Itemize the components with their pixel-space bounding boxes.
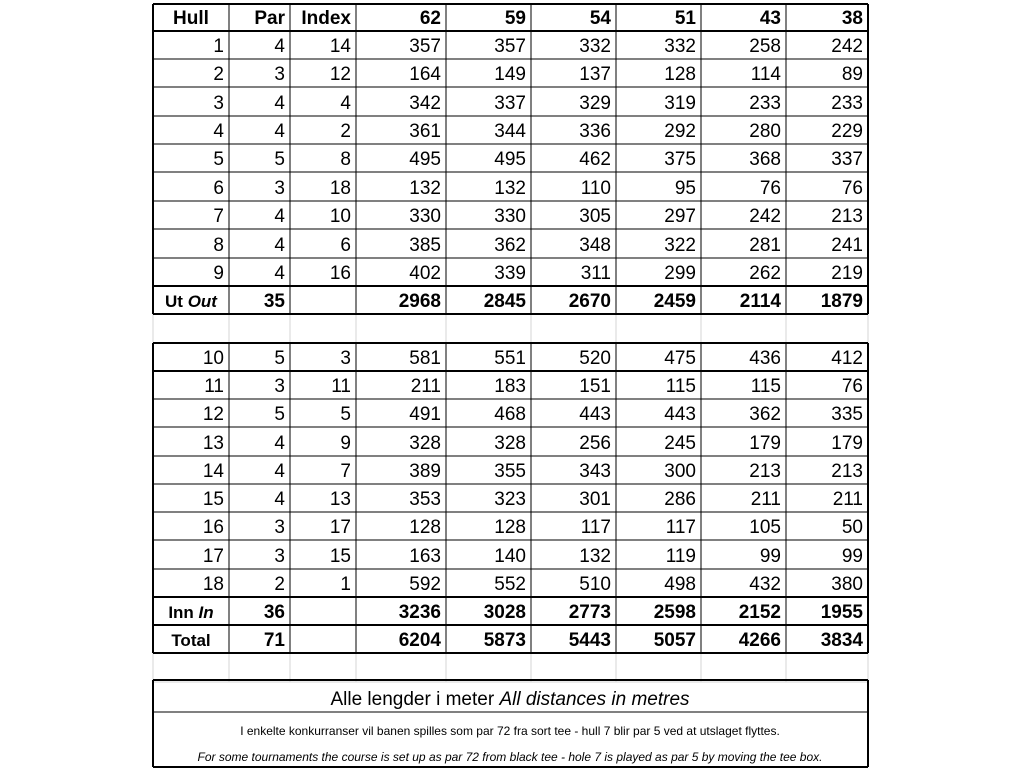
- distance-value: 300: [664, 461, 696, 482]
- note-norwegian: I enkelte konkurranser vil banen spilles som par 72 fra sort tee - hull 7 blir par 5 ved at utslaget flyttes.: [240, 724, 780, 738]
- distance-value: 322: [664, 235, 696, 256]
- grand-total-value: 5873: [483, 630, 526, 651]
- hole-number: 5: [213, 149, 224, 170]
- index-value: 4: [340, 93, 351, 114]
- grand-total-value: 4266: [738, 630, 781, 651]
- index-value: 17: [329, 517, 351, 538]
- distance-value: 432: [749, 574, 781, 595]
- table-cells: [165, 8, 863, 651]
- in-total-label-en: In: [198, 603, 214, 622]
- distance-value: 132: [494, 178, 526, 199]
- out-total-value: 35: [263, 291, 285, 312]
- distance-value: 281: [749, 235, 781, 256]
- distance-value: 128: [664, 64, 696, 85]
- distance-value: 402: [409, 263, 441, 284]
- distance-value: 368: [749, 149, 781, 170]
- distance-value: 337: [831, 149, 863, 170]
- par-value: 4: [274, 121, 285, 142]
- distance-value: 443: [579, 404, 611, 425]
- distance-value: 233: [831, 93, 863, 114]
- out-total-value: 2459: [653, 291, 696, 312]
- distance-value: 286: [664, 489, 696, 510]
- hole-number: 15: [202, 489, 224, 510]
- distance-value: 292: [664, 121, 696, 142]
- header-par: Par: [254, 8, 285, 29]
- in-total-value: 2773: [568, 602, 611, 623]
- par-value: 3: [274, 64, 285, 85]
- header-59: 59: [504, 8, 526, 29]
- index-value: 11: [331, 376, 351, 397]
- distance-value: 128: [409, 517, 441, 538]
- par-value: 4: [274, 489, 285, 510]
- distance-value: 132: [579, 546, 611, 567]
- note-title-no: Alle lengder i meter: [330, 689, 495, 710]
- header-51: 51: [674, 8, 696, 29]
- distance-value: 353: [409, 489, 441, 510]
- distance-value: 510: [579, 574, 611, 595]
- distance-value: 110: [580, 178, 611, 199]
- par-value: 2: [274, 574, 285, 595]
- distance-value: 211: [832, 489, 863, 510]
- distance-value: 256: [579, 433, 611, 454]
- index-value: 6: [340, 235, 351, 256]
- distance-value: 389: [409, 461, 441, 482]
- hole-number: 8: [213, 235, 224, 256]
- distance-value: 233: [749, 93, 781, 114]
- out-total-value: 2670: [568, 291, 611, 312]
- header-38: 38: [841, 8, 863, 29]
- index-value: 2: [340, 121, 351, 142]
- in-total-value: 36: [263, 602, 285, 623]
- hole-number: 7: [213, 206, 224, 227]
- hole-number: 14: [202, 461, 224, 482]
- index-value: 15: [329, 546, 351, 567]
- par-value: 4: [274, 235, 285, 256]
- out-total-value: 2845: [483, 291, 526, 312]
- distance-value: 355: [494, 461, 526, 482]
- note-english: For some tournaments the course is set up as par 72 from black tee - hole 7 is played as par 5 by moving the tee box.: [197, 750, 823, 764]
- distance-value: 99: [841, 546, 863, 567]
- distance-value: 330: [409, 206, 441, 227]
- hole-number: 9: [213, 263, 224, 284]
- header-62: 62: [419, 8, 441, 29]
- distance-value: 115: [750, 376, 781, 397]
- in-total-value: 2598: [653, 602, 696, 623]
- distance-value: 76: [841, 376, 863, 397]
- distance-value: 520: [579, 348, 611, 369]
- distance-value: 115: [665, 376, 696, 397]
- index-value: 5: [340, 404, 351, 425]
- distance-value: 245: [664, 433, 696, 454]
- hole-number: 11: [204, 376, 224, 397]
- distance-value: 495: [409, 149, 441, 170]
- hole-number: 4: [213, 121, 224, 142]
- note-title-en: All distances in metres: [499, 689, 690, 710]
- distance-value: 412: [831, 348, 863, 369]
- index-value: 16: [329, 263, 351, 284]
- distance-value: 140: [494, 546, 526, 567]
- in-total-value: 1955: [820, 602, 863, 623]
- distance-value: 241: [831, 235, 863, 256]
- distance-value: 99: [759, 546, 781, 567]
- distance-value: 219: [831, 263, 863, 284]
- index-value: 18: [329, 178, 351, 199]
- distance-value: 89: [841, 64, 863, 85]
- index-value: 14: [329, 36, 351, 57]
- hole-number: 6: [213, 178, 224, 199]
- distance-value: 468: [494, 404, 526, 425]
- out-total-label: [165, 292, 218, 311]
- hole-number: 3: [213, 93, 224, 114]
- distance-value: 183: [494, 376, 526, 397]
- index-value: 12: [329, 64, 351, 85]
- distance-value: 592: [409, 574, 441, 595]
- distance-value: 76: [759, 178, 781, 199]
- in-total-value: 2152: [738, 602, 781, 623]
- par-value: 4: [274, 93, 285, 114]
- grand-total-value: 3834: [820, 630, 863, 651]
- distance-value: 323: [494, 489, 526, 510]
- distance-value: 495: [494, 149, 526, 170]
- par-value: 4: [274, 461, 285, 482]
- hole-number: 17: [202, 546, 224, 567]
- out-total-value: 2114: [739, 291, 781, 312]
- note-title: [330, 689, 690, 710]
- distance-value: 361: [409, 121, 441, 142]
- grand-total-value: 71: [263, 630, 285, 651]
- par-value: 5: [274, 404, 285, 425]
- distance-value: 380: [831, 574, 863, 595]
- notes-box: [198, 689, 823, 764]
- hole-number: 16: [202, 517, 224, 538]
- distance-value: 117: [665, 517, 696, 538]
- distance-value: 242: [749, 206, 781, 227]
- hole-number: 10: [202, 348, 224, 369]
- distance-value: 119: [665, 546, 696, 567]
- distance-value: 335: [831, 404, 863, 425]
- index-value: 9: [340, 433, 351, 454]
- distance-value: 330: [494, 206, 526, 227]
- distance-value: 311: [580, 263, 611, 284]
- header-hull: Hull: [173, 8, 209, 29]
- header-54: 54: [589, 8, 611, 29]
- distance-value: 95: [674, 178, 696, 199]
- out-total-label-en: Out: [187, 292, 217, 311]
- distance-value: 551: [494, 348, 526, 369]
- in-total-value: 3028: [483, 602, 526, 623]
- distance-value: 280: [749, 121, 781, 142]
- distance-value: 114: [750, 64, 781, 85]
- par-value: 3: [274, 546, 285, 567]
- distance-value: 132: [409, 178, 441, 199]
- distance-value: 242: [831, 36, 863, 57]
- distance-value: 213: [749, 461, 781, 482]
- distance-value: 475: [664, 348, 696, 369]
- distance-value: 339: [494, 263, 526, 284]
- hole-number: 13: [202, 433, 224, 454]
- index-value: 13: [329, 489, 351, 510]
- distance-value: 50: [841, 517, 863, 538]
- distance-value: 328: [494, 433, 526, 454]
- index-value: 7: [340, 461, 351, 482]
- grand-total-value: 6204: [398, 630, 441, 651]
- distance-value: 348: [579, 235, 611, 256]
- distance-value: 462: [579, 149, 611, 170]
- distance-value: 375: [664, 149, 696, 170]
- distance-value: 151: [579, 376, 611, 397]
- distance-value: 362: [494, 235, 526, 256]
- index-value: 8: [340, 149, 351, 170]
- distance-value: 491: [409, 404, 441, 425]
- distance-value: 258: [749, 36, 781, 57]
- distance-value: 344: [494, 121, 526, 142]
- distance-value: 211: [750, 489, 781, 510]
- distance-value: 385: [409, 235, 441, 256]
- distance-value: 332: [579, 36, 611, 57]
- header-index: Index: [301, 8, 351, 29]
- distance-value: 329: [579, 93, 611, 114]
- distance-value: 297: [664, 206, 696, 227]
- hole-number: 12: [202, 404, 224, 425]
- par-value: 5: [274, 348, 285, 369]
- distance-value: 581: [409, 348, 441, 369]
- distance-value: 342: [409, 93, 441, 114]
- in-total-label-no: Inn: [168, 603, 199, 622]
- par-value: 4: [274, 36, 285, 57]
- distance-value: 137: [579, 64, 611, 85]
- par-value: 4: [274, 433, 285, 454]
- distance-value: 332: [664, 36, 696, 57]
- distance-value: 213: [831, 461, 863, 482]
- distance-value: 552: [494, 574, 526, 595]
- distance-value: 76: [841, 178, 863, 199]
- distance-value: 163: [409, 546, 441, 567]
- distance-value: 179: [831, 433, 863, 454]
- out-total-value: 1879: [820, 291, 863, 312]
- distance-value: 105: [749, 517, 781, 538]
- distance-value: 357: [409, 36, 441, 57]
- distance-value: 229: [831, 121, 863, 142]
- par-value: 3: [274, 517, 285, 538]
- distance-value: 179: [749, 433, 781, 454]
- index-value: 1: [340, 574, 351, 595]
- in-total-value: 3236: [398, 602, 441, 623]
- distance-value: 262: [749, 263, 781, 284]
- distance-value: 301: [579, 489, 611, 510]
- hole-number: 2: [213, 64, 224, 85]
- distance-value: 211: [410, 376, 441, 397]
- distance-value: 443: [664, 404, 696, 425]
- header-43: 43: [759, 8, 781, 29]
- distance-value: 117: [580, 517, 611, 538]
- distance-value: 149: [494, 64, 526, 85]
- par-value: 4: [274, 263, 285, 284]
- index-value: 10: [329, 206, 351, 227]
- distance-value: 336: [579, 121, 611, 142]
- par-value: 5: [274, 149, 285, 170]
- distance-value: 128: [494, 517, 526, 538]
- grand-total-value: 5057: [653, 630, 696, 651]
- par-value: 3: [274, 178, 285, 199]
- par-value: 4: [274, 206, 285, 227]
- distance-value: 213: [831, 206, 863, 227]
- grand-total-label: Total: [171, 631, 211, 650]
- in-total-label: [168, 603, 213, 622]
- distance-value: 357: [494, 36, 526, 57]
- distance-value: 498: [664, 574, 696, 595]
- distance-value: 436: [749, 348, 781, 369]
- distance-value: 328: [409, 433, 441, 454]
- out-total-label-no: Ut: [165, 292, 188, 311]
- distance-value: 164: [409, 64, 441, 85]
- index-value: 3: [340, 348, 351, 369]
- distance-value: 343: [579, 461, 611, 482]
- hole-number: 1: [213, 36, 224, 57]
- hole-number: 18: [202, 574, 224, 595]
- distance-value: 337: [494, 93, 526, 114]
- out-total-value: 2968: [398, 291, 441, 312]
- distance-value: 319: [664, 93, 696, 114]
- grand-total-value: 5443: [568, 630, 611, 651]
- distance-value: 299: [664, 263, 696, 284]
- distance-value: 362: [749, 404, 781, 425]
- par-value: 3: [274, 376, 285, 397]
- distance-value: 305: [579, 206, 611, 227]
